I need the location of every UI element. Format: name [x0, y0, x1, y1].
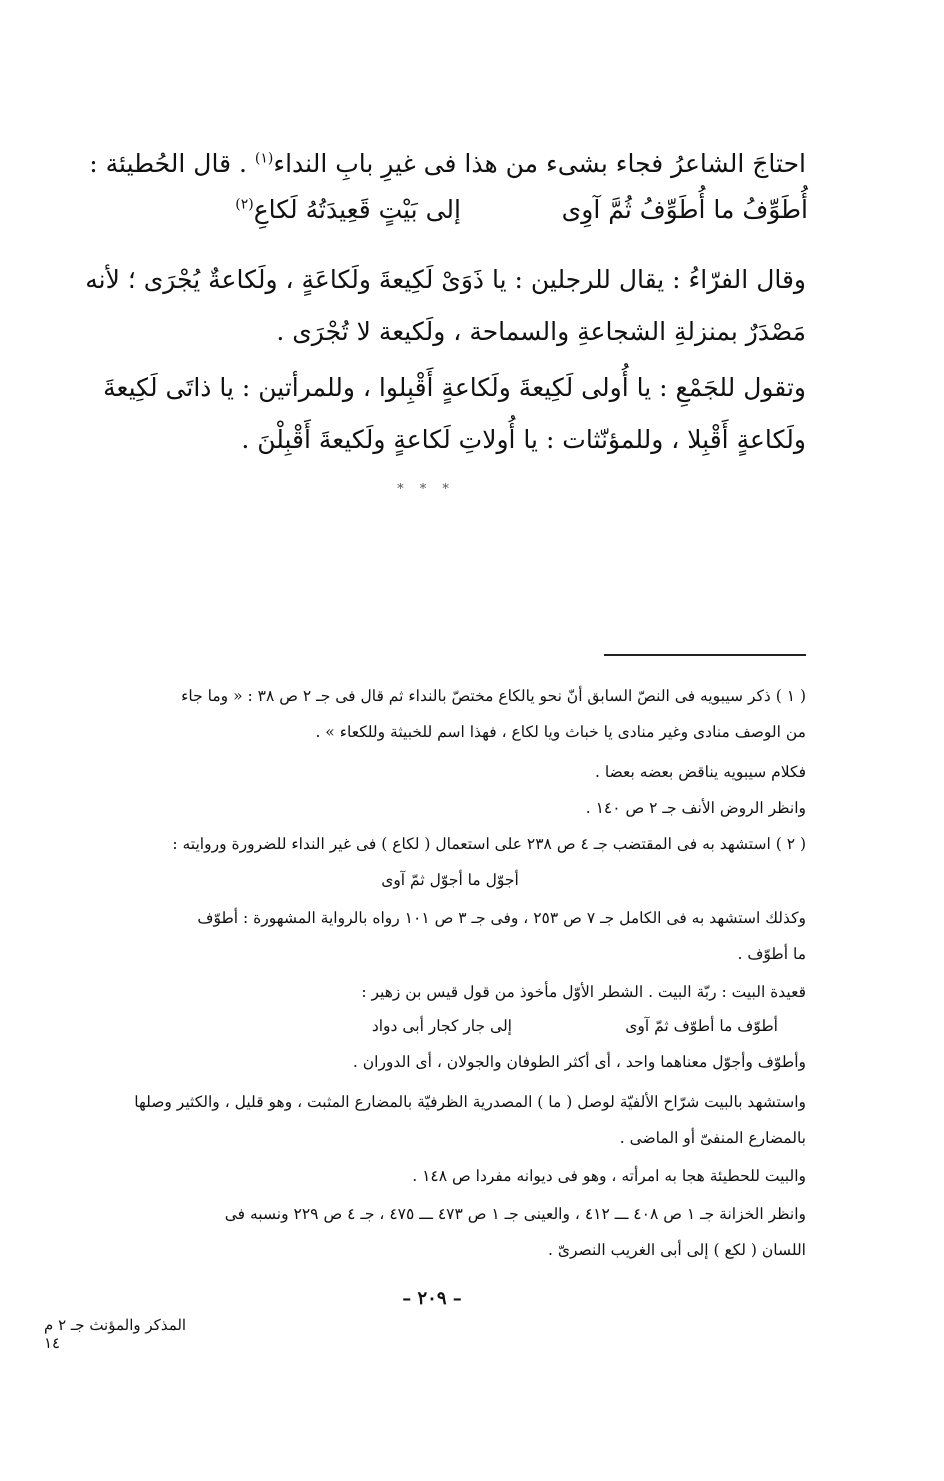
footnote-2-line-11: وانظر الخزانة جـ ١ ص ٤٠٨ ـــ ٤١٢ ، والعينى جـ ١ ص ٤٧٣ ـــ ٤٧٥ ، جـ ٤ ص ٢٢٩ ونسبه فى [224, 1205, 806, 1223]
footnote-2-line-3: وكذلك استشهد به فى الكامل جـ ٧ ص ٢٥٣ ، وفى جـ ٣ ص ١٠١ رواه بالرواية المشهورة : أطوّف [197, 909, 806, 927]
footnote-2-verse-h1: أطوّف ما أطوّف ثمّ آوى [625, 1017, 778, 1035]
main-text-line-6: ولَكاعةٍ أَقْبِلا ، وللمؤنّثات : يا أُولاتِ لَكاعةٍ ولَكيعةَ أَقْبِلْنَ . [241, 425, 806, 454]
poetry-verse [208, 192, 808, 232]
footnote-2-line-9: بالمضارع المنفىّ أو الماضى . [619, 1129, 806, 1147]
footnote-rule [604, 654, 806, 656]
main-text-line-3: وقال الفرّاءُ : يقال للرجلين : يا ذَوَىْ لَكِيعةَ ولَكاعَةٍ ، ولَكاعةٌ يُجْرَى ؛ لأنه [85, 265, 806, 294]
verse-second-hemistich [235, 192, 461, 228]
section-separator: * * * [397, 482, 455, 497]
footnote-2-line-8: واستشهد بالبيت شرّاح الألفيّة لوصل ( ما ) المصدرية الظرفيّة بالمضارع المثبت ، وهو قليل ، والكثير وصلها [134, 1093, 806, 1111]
verse-first-hemistich: أُطَوِّفُ ما أُطَوِّفُ ثُمَّ آوِى [561, 195, 808, 224]
footnote-2-line-1: ( ٢ ) استشهد به فى المقتضب جـ ٤ ص ٢٣٨ على استعمال ( لكاع ) فى غير النداء للضرورة وروايته : [172, 835, 806, 853]
main-text-line-1-end: . قال الحُطيئة : [89, 149, 255, 178]
main-text-line-5: وتقول للجَمْعِ : يا أُولى لَكِيعةَ ولَكاعةٍ أَقْبِلوا ، وللمرأتين : يا ذاتَى لَكِيعةَ [103, 373, 806, 402]
main-text-line-1-body: احتاجَ الشاعرُ فجاء بشىء من هذا فى غيرِ بابِ النداء [273, 149, 806, 178]
footnote-2-line-5: قعيدة البيت : ربّة البيت . الشطر الأوّل مأخوذ من قول قيس بن زهير : [361, 983, 806, 1001]
footnote-2-line-7: وأطوّف وأجوّل معناهما واحد ، أى أكثر الطوفان والجولان ، أى الدوران . [352, 1053, 806, 1071]
footnote-2-verse-variant: أجوّل ما أجوّل ثمّ آوى [381, 871, 519, 889]
footnote-ref-1: (١) [254, 150, 274, 167]
footnote-2-line-4: ما أطوّف . [737, 945, 806, 963]
page-number: – ٢٠٩ – [402, 1288, 462, 1309]
running-footer-title: المذكر والمؤنث جـ ٢ م ١٤ [44, 1316, 187, 1352]
footnote-ref-2: (٢) [235, 196, 254, 213]
footnote-1-line-4: وانظر الروض الأنف جـ ٢ ص ١٤٠ . [585, 799, 806, 817]
footnote-2-verse-h2: إلى جار كجار أبى دواد [371, 1017, 512, 1035]
footnote-1-line-3: فكلام سيبويه يناقض بعضه بعضا . [595, 763, 806, 781]
footnote-1-line-2: من الوصف منادى وغير منادى يا خباث ويا لكاع ، فهذا اسم للخبيثة وللكعاء » . [315, 723, 806, 741]
footnote-1-line-1: ( ١ ) ذكر سيبويه فى النصّ السابق أنّ نحو يالكاع مختصّ بالنداء ثم قال فى جـ ٢ ص ٣٨ : « وما جاء [181, 687, 806, 705]
main-text-line-1 [58, 146, 806, 182]
verse-second-hemistich-text: إلى بَيْتٍ قَعِيدَتُهُ لَكاعِ [253, 195, 461, 224]
main-text-line-4: مَصْدَرٌ بمنزلةِ الشجاعةِ والسماحة ، ولَكيعة لا تُجْرَى . [276, 317, 806, 346]
footnote-2-line-12: اللسان ( لكع ) إلى أبى الغريب النصرىّ . [548, 1241, 806, 1259]
footnote-2-line-10: والبيت للحطيئة هجا به امرأته ، وهو فى ديوانه مفردا ص ١٤٨ . [412, 1167, 806, 1185]
